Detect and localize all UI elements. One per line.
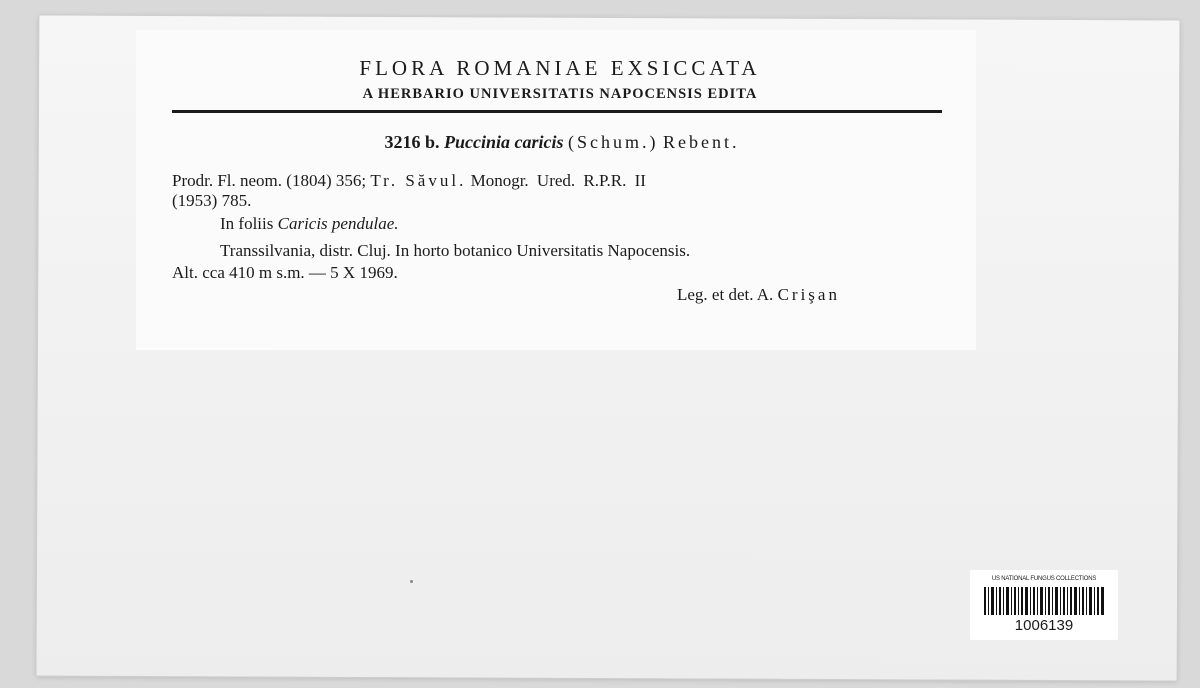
barcode-label	[970, 570, 1118, 640]
header-subtitle: A HERBARIO UNIVERSITATIS NAPOCENSIS EDITA	[362, 86, 758, 102]
barcode-institution: US NATIONAL FUNGUS COLLECTIONS	[991, 576, 1097, 582]
barcode-number: 1006139	[1014, 617, 1074, 634]
species-line	[172, 132, 952, 153]
reference-part-b: Tr. Săvul.	[370, 171, 467, 190]
collector-line	[677, 286, 840, 303]
reference-line-1	[172, 172, 646, 189]
species-author: Rebent.	[663, 132, 740, 152]
reference-part-a: Prodr. Fl. neom. (1804) 356;	[172, 171, 367, 190]
header-title: FLORA ROMANIAE EXSICCATA	[359, 56, 761, 80]
species-number: 3216 b.	[384, 132, 440, 152]
reference-part-c: Monogr. Ured. R.P.R. II	[470, 171, 646, 190]
collector-name: Crişan	[777, 285, 840, 304]
habitat-prefix: In foliis	[220, 214, 274, 233]
barcode-graphic	[984, 587, 1104, 615]
reference-line-2: (1953) 785.	[172, 191, 252, 210]
header-rule	[172, 110, 942, 113]
locality-line-2: Alt. cca 410 m s.m. — 5 X 1969.	[172, 263, 398, 282]
paper-speck	[410, 580, 413, 583]
species-name: Puccinia caricis	[444, 132, 564, 152]
habitat-host: Caricis pendulae.	[277, 214, 399, 233]
habitat-line	[220, 215, 399, 232]
species-author-parenthetical: (Schum.)	[568, 132, 659, 152]
collector-prefix: Leg. et det. A.	[677, 285, 774, 304]
locality-line-1: Transsilvania, distr. Cluj. In horto botanico Universitatis Napocensis.	[220, 241, 691, 260]
